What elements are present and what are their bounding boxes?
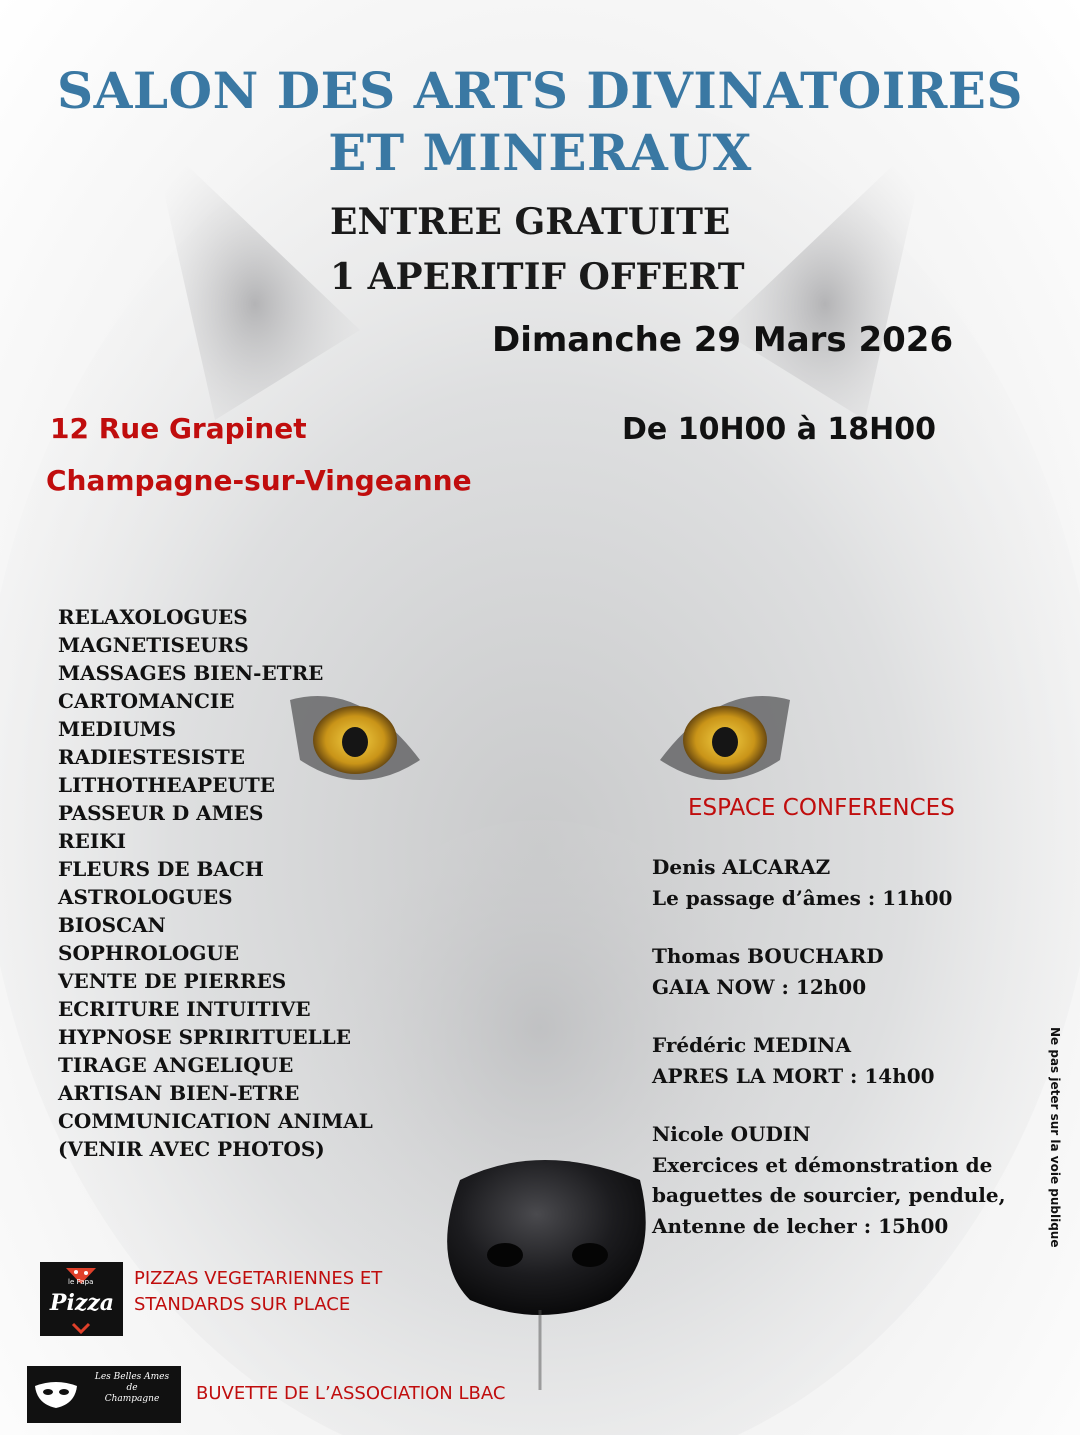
do-not-litter-text: Ne pas jeter sur la voie publique [1048,1027,1062,1248]
service-item: (VENIR AVEC PHOTOS) [58,1137,325,1161]
service-item: RELAXOLOGUES [58,605,248,629]
service-item: CARTOMANCIE [58,689,235,713]
service-item: SOPHROLOGUE [58,941,240,965]
pizza-logo-text: Pizza [49,1290,115,1316]
service-item: COMMUNICATION ANIMAL [58,1109,373,1133]
service-item: MASSAGES BIEN-ETRE [58,661,324,685]
mask-icon [31,1378,81,1414]
service-item: MAGNETISEURS [58,633,249,657]
lbac-logo-line1: Les Belles Ames [94,1372,170,1382]
event-title-line2: ET MINERAUX [328,123,752,182]
service-item: HYPNOSE SPRIRITUELLE [58,1025,351,1049]
conference-topic: GAIA NOW : 12h00 [652,974,867,999]
buvette-text: BUVETTE DE L’ASSOCIATION LBAC [196,1383,506,1404]
service-item: ARTISAN BIEN-ETRE [58,1081,300,1105]
conference-topic: baguettes de sourcier, pendule, [652,1183,1006,1207]
service-item: FLEURS DE BACH [58,857,264,881]
lbac-logo-line2: de [126,1383,138,1393]
lbac-logo [27,1366,181,1423]
free-aperitif-text: 1 APERITIF OFFERT [330,256,745,298]
lbac-logo-line3: Champagne [104,1394,160,1404]
free-entry-text: ENTREE GRATUITE [330,201,731,243]
services-list [58,603,458,1163]
conference-entry [652,1119,1032,1241]
pizza-text-line1: PIZZAS VEGETARIENNES ET [134,1268,383,1289]
service-item: RADIESTESISTE [58,745,246,769]
pizza-logo-small-text: le Papa [68,1278,94,1286]
conference-speaker: Frédéric MEDINA [652,1033,851,1057]
address-town: Champagne-sur-Vingeanne [46,464,472,497]
service-item: LITHOTHEAPEUTE [58,773,276,797]
conference-entry [652,941,1032,1002]
service-item: ASTROLOGUES [58,885,233,909]
service-item: BIOSCAN [58,913,166,937]
conference-entry [652,852,1032,913]
conference-topic: Le passage d’âmes : 11h00 [652,885,953,910]
conference-speaker: Nicole OUDIN [652,1122,811,1146]
pizza-logo [40,1262,123,1336]
conference-topic: APRES LA MORT : 14h00 [652,1063,935,1088]
conference-topic: Antenne de lecher : 15h00 [652,1213,949,1238]
pizza-text-line2: STANDARDS SUR PLACE [134,1294,351,1315]
opening-hours: De 10H00 à 18H00 [622,412,937,447]
conference-entry [652,1030,1032,1091]
address-street: 12 Rue Grapinet [50,412,307,445]
event-title-line1: SALON DES ARTS DIVINATOIRES [56,61,1023,120]
service-item: ECRITURE INTUITIVE [58,997,311,1021]
conference-speaker: Thomas BOUCHARD [652,944,884,968]
service-item: MEDIUMS [58,717,177,741]
service-item: VENTE DE PIERRES [58,969,287,993]
service-item: TIRAGE ANGELIQUE [58,1053,294,1077]
conference-topic: Exercices et démonstration de [652,1152,993,1177]
service-item: PASSEUR D AMES [58,801,264,825]
conference-speaker: Denis ALCARAZ [652,855,831,879]
conferences-list [652,852,1032,1269]
vertical-notice [1044,1027,1068,1267]
event-date: Dimanche 29 Mars 2026 [492,320,954,360]
conferences-heading: ESPACE CONFERENCES [688,795,955,821]
service-item: REIKI [58,829,126,853]
